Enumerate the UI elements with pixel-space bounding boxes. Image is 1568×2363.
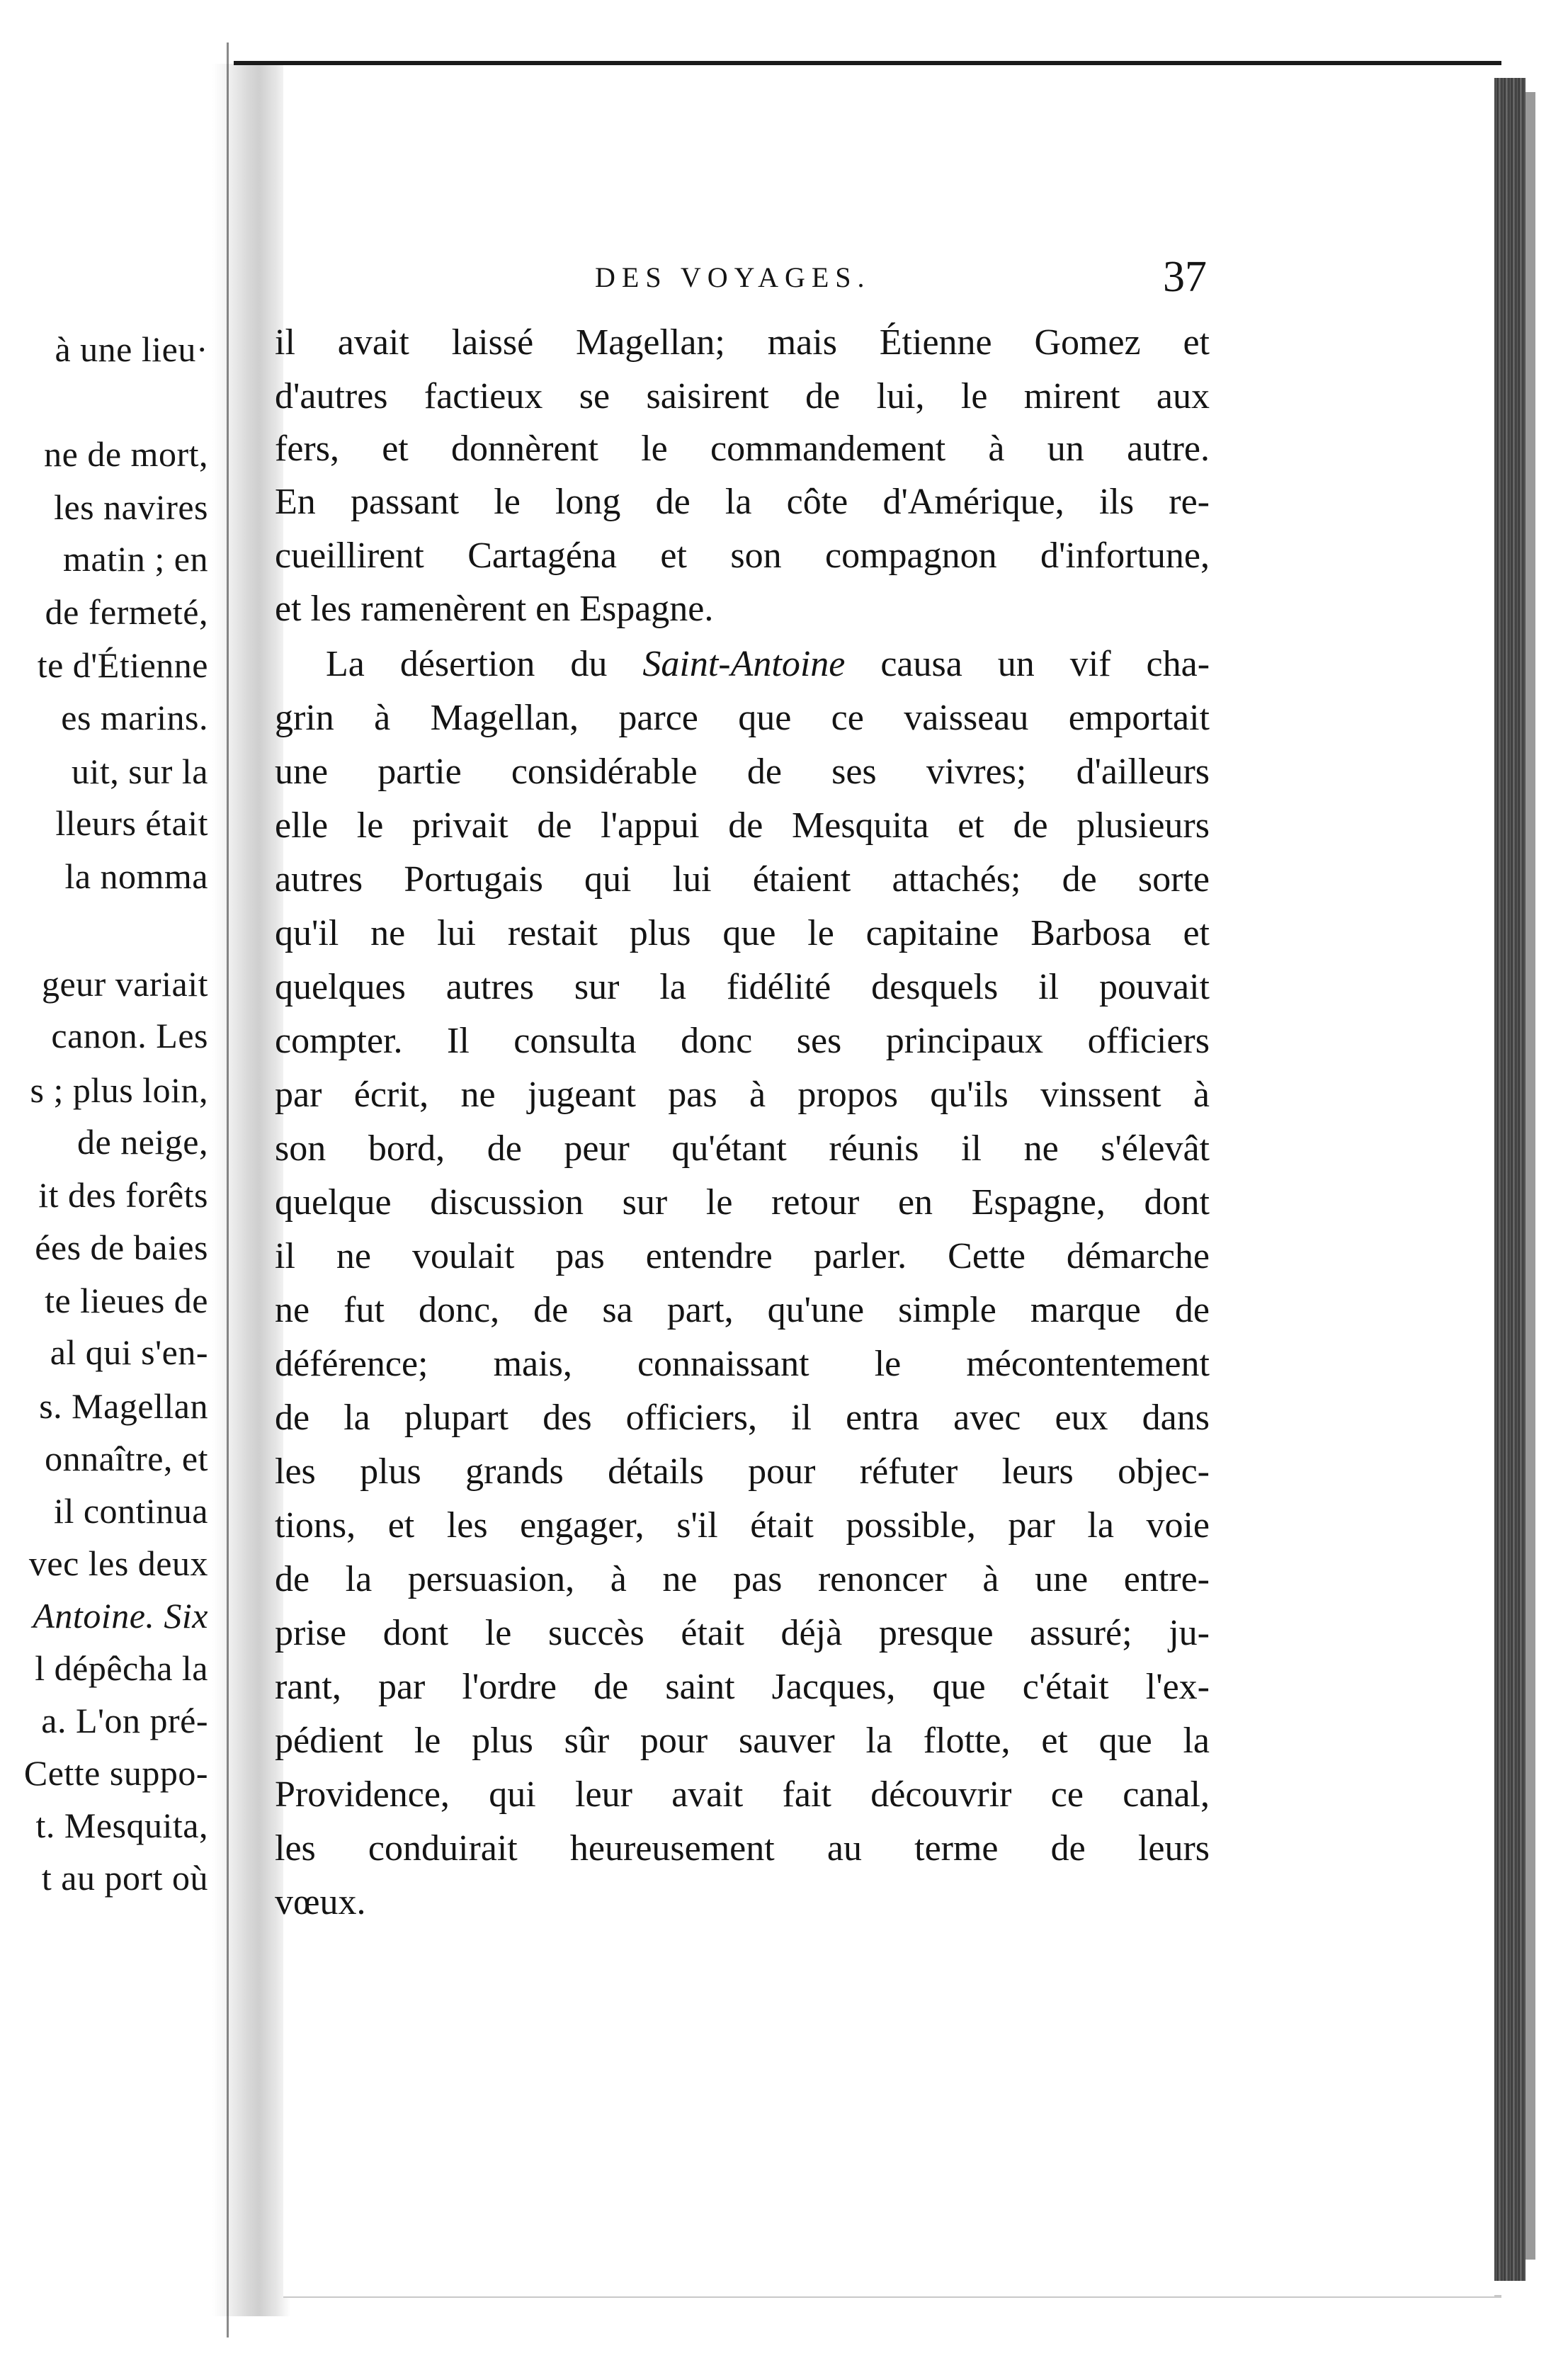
text-line: son bord, de peur qu'étant réunis il ne s'élevât (275, 1128, 1210, 1169)
page-edge-line (227, 42, 229, 2338)
text-line: et les ramenèrent en Espagne. (275, 589, 714, 629)
text-line-with-italic (275, 643, 1210, 687)
text-line: grin à Magellan, parce que ce vaisseau emportait (275, 698, 1210, 738)
left-page-line: les navires (54, 487, 208, 527)
text-line: par écrit, ne jugeant pas à propos qu'ils vinssent à (275, 1075, 1210, 1115)
left-page-line: te d'Étienne (37, 645, 208, 685)
left-page-fragment (0, 57, 234, 2345)
left-page-line: geur variait (41, 964, 208, 1004)
text-line: une partie considérable de ses vivres; d'ailleurs (275, 752, 1210, 792)
running-head: DES VOYAGES. (595, 261, 871, 293)
text-line: les conduirait heureusement au terme de leurs (275, 1828, 1210, 1869)
left-page-line: de fermeté, (45, 592, 208, 632)
left-page-line: al qui s'en- (50, 1332, 208, 1372)
text-line: rant, par l'ordre de saint Jacques, que c'était l'ex- (275, 1667, 1210, 1707)
text-line: cueillirent Cartagéna et son compagnon d'infortune, (275, 536, 1210, 576)
text-line: quelque discussion sur le retour en Espagne, dont (275, 1182, 1210, 1223)
book-fore-edge (1494, 78, 1526, 2281)
left-page-line: onnaître, et (45, 1439, 208, 1478)
text-line: il avait laissé Magellan; mais Étienne Gomez et (275, 322, 1210, 363)
text-line: prise dont le succès était déjà presque assuré; ju- (275, 1613, 1210, 1653)
left-page-line: à une lieu· (55, 329, 208, 369)
left-page-line: matin ; en (63, 539, 208, 579)
left-page-line: il continua (54, 1491, 208, 1531)
left-page-line: Antoine. Six (33, 1596, 208, 1636)
left-page-line: de neige, (77, 1122, 208, 1162)
italic-ship-name: Saint-Antoine (642, 644, 846, 684)
text-line: quelques autres sur la fidélité desquels il pouvait (275, 967, 1210, 1007)
left-page-line: es marins. (61, 698, 208, 737)
left-page-line: ées de baies (35, 1228, 208, 1267)
text-line: Providence, qui leur avait fait découvrir ce canal, (275, 1774, 1210, 1815)
text-line: de la plupart des officiers, il entra avec eux dans (275, 1398, 1210, 1438)
left-page-line: canon. Les (51, 1016, 208, 1055)
left-page-line: te lieues de (45, 1281, 208, 1320)
left-page-line: vec les deux (28, 1543, 208, 1583)
left-page-line: t au port où (41, 1858, 208, 1898)
text-line: il ne voulait pas entendre parler. Cette démarche (275, 1236, 1210, 1276)
text-line: tions, et les engager, s'il était possible, par la voie (275, 1505, 1210, 1546)
left-page-line: it des forêts (38, 1175, 208, 1215)
left-page-line: lleurs était (55, 803, 208, 843)
text-line: les plus grands détails pour réfuter leurs objec- (275, 1451, 1210, 1492)
text-line: fers, et donnèrent le commandement à un autre. (275, 429, 1210, 469)
text-line: ne fut donc, de sa part, qu'une simple marque de (275, 1290, 1210, 1330)
left-page-line: l dépêcha la (35, 1648, 208, 1688)
text-segment: La désertion du (326, 644, 643, 684)
text-line: de la persuasion, à ne pas renoncer à une entre- (275, 1559, 1210, 1599)
text-segment: causa un vif cha- (845, 644, 1210, 684)
left-page-line: s ; plus loin, (30, 1070, 208, 1110)
text-line: d'autres factieux se saisirent de lui, le mirent aux (275, 376, 1210, 416)
text-line: déférence; mais, connaissant le mécontentement (275, 1344, 1210, 1384)
book-fore-edge-outer (1526, 92, 1535, 2260)
text-line: qu'il ne lui restait plus que le capitaine Barbosa et (275, 913, 1210, 953)
text-line: autres Portugais qui lui étaient attachés; de sorte (275, 859, 1210, 900)
left-page-line: la nomma (64, 856, 208, 896)
left-page-line: uit, sur la (72, 752, 208, 791)
left-page-line: ne de mort, (44, 434, 208, 474)
text-line: vœux. (275, 1882, 366, 1922)
left-page-line: s. Magellan (39, 1386, 208, 1426)
text-line: En passant le long de la côte d'Amérique, ils re- (275, 482, 1210, 522)
left-page-line: t. Mesquita, (35, 1806, 208, 1845)
text-line: pédient le plus sûr pour sauver la flotte, et que la (275, 1721, 1210, 1761)
text-line: compter. Il consulta donc ses principaux officiers (275, 1021, 1210, 1061)
left-page-line: Cette suppo- (23, 1753, 208, 1793)
page-number: 37 (1163, 253, 1207, 301)
text-line: elle le privait de l'appui de Mesquita et de plusieurs (275, 805, 1210, 846)
left-page-line: a. L'on pré- (41, 1701, 208, 1740)
